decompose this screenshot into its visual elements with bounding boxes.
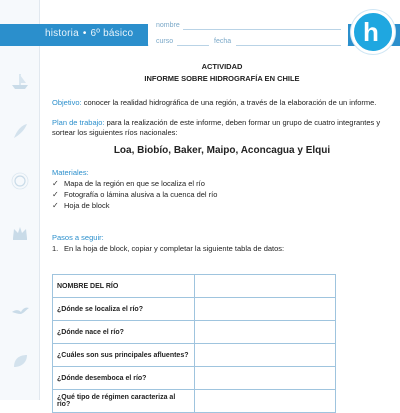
- answer-cell[interactable]: [194, 298, 335, 321]
- objective-label: Objetivo:: [52, 98, 82, 107]
- step-item: [52, 244, 392, 254]
- course-label: curso: [156, 38, 174, 45]
- name-field[interactable]: [183, 29, 341, 30]
- rivers-list: Loa, Biobío, Baker, Maipo, Aconcagua y Elqui: [113, 145, 331, 156]
- bird-icon: [9, 300, 31, 322]
- answer-cell[interactable]: [194, 321, 335, 344]
- material-item: [52, 190, 392, 200]
- checkmark-icon: ✓: [52, 201, 59, 210]
- checkmark-icon: ✓: [52, 179, 59, 188]
- student-form-panel: [148, 16, 348, 56]
- plan-text: para la realización de este informe, deben formar un grupo de cuatro integrantes y sortear los siguientes ríos nacionales:: [52, 118, 381, 137]
- row-question: ¿Dónde desemboca el río?: [53, 367, 195, 390]
- row-question: ¿Qué tipo de régimen caracteriza al río?: [53, 390, 195, 413]
- row-question: NOMBRE DEL RÍO: [53, 275, 195, 298]
- activity-title: ACTIVIDAD: [201, 62, 243, 71]
- name-label: nombre: [156, 22, 180, 29]
- row-question: ¿Dónde se localiza el río?: [53, 298, 195, 321]
- plan-label: Plan de trabajo:: [52, 118, 105, 127]
- steps-heading: Pasos a seguir:: [52, 233, 104, 242]
- materials-heading: Materiales:: [52, 168, 89, 177]
- material-item: [52, 201, 392, 211]
- feather-icon: [9, 120, 31, 142]
- table-row: [53, 321, 336, 344]
- table-row: [53, 367, 336, 390]
- answer-cell[interactable]: [194, 367, 335, 390]
- step-number: 1.: [52, 244, 59, 253]
- step-text: En la hoja de block, copiar y completar la siguiente tabla de datos:: [64, 244, 285, 253]
- objective-text: conocer la realidad hidrográfica de una región, a través de la elaboración de un informe.: [81, 98, 377, 107]
- material-text: Hoja de block: [64, 201, 110, 210]
- brand-logo: [351, 10, 395, 54]
- header-bar: [0, 24, 400, 46]
- answer-cell[interactable]: [194, 390, 335, 413]
- course-field[interactable]: [177, 45, 209, 46]
- subject-name: historia: [45, 28, 79, 39]
- activity-subtitle: INFORME SOBRE HIDROGRAFÍA EN CHILE: [144, 74, 300, 83]
- answer-cell[interactable]: [194, 275, 335, 298]
- river-data-table: [52, 274, 336, 413]
- date-field[interactable]: [236, 45, 341, 46]
- h-letter-icon: [361, 18, 385, 46]
- material-item: [52, 179, 392, 189]
- table-row: [53, 390, 336, 413]
- logo-letter: h: [363, 17, 379, 47]
- answer-cell[interactable]: [194, 344, 335, 367]
- sun-icon: [9, 170, 31, 192]
- table-row: [53, 275, 336, 298]
- date-label: fecha: [214, 38, 232, 45]
- crown-icon: [9, 222, 31, 244]
- grade-label: 6º básico: [90, 28, 134, 39]
- checkmark-icon: ✓: [52, 190, 59, 199]
- bullet-separator: •: [82, 28, 87, 39]
- plan-paragraph: [52, 118, 392, 138]
- objective-paragraph: [52, 98, 392, 108]
- left-decorative-strip: [0, 0, 40, 400]
- table-row: [53, 344, 336, 367]
- material-text: Fotografía o lámina alusiva a la cuenca del río: [64, 190, 218, 199]
- material-text: Mapa de la región en que se localiza el río: [64, 179, 205, 188]
- ship-icon: [9, 70, 31, 92]
- subject-label: [45, 28, 133, 39]
- leaf-icon: [9, 350, 31, 372]
- document-body: [52, 62, 392, 254]
- table-row: [53, 298, 336, 321]
- row-question: ¿Cuáles son sus principales afluentes?: [53, 344, 195, 367]
- row-question: ¿Dónde nace el río?: [53, 321, 195, 344]
